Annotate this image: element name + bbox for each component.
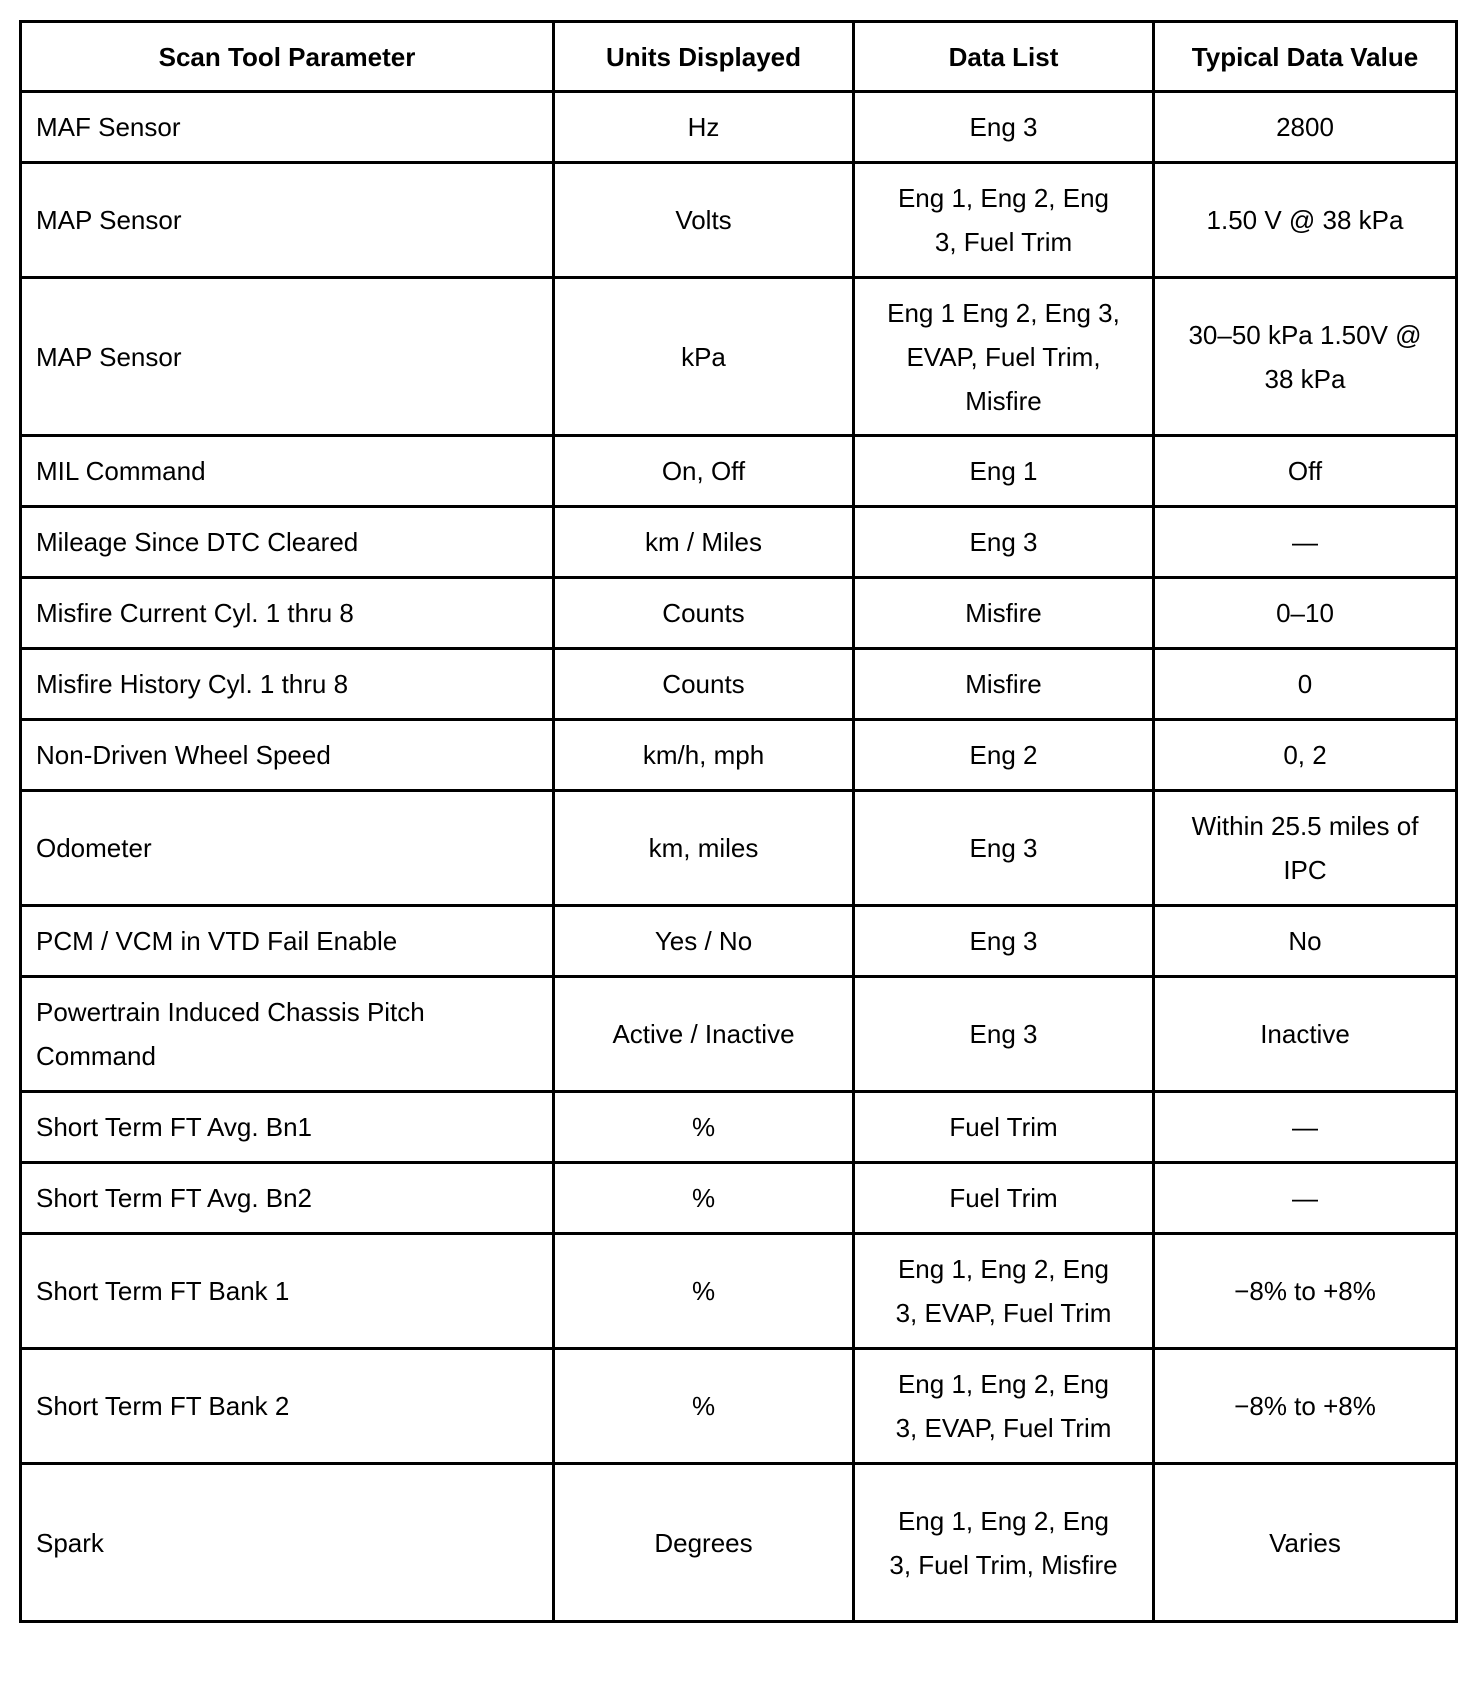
typical-value-cell: —: [1154, 507, 1457, 578]
header-typical-value: Typical Data Value: [1154, 22, 1457, 92]
units-cell: km/h, mph: [554, 720, 854, 791]
units-cell: Counts: [554, 649, 854, 720]
units-cell: %: [554, 1092, 854, 1163]
typical-value-cell: 30–50 kPa 1.50V @ 38 kPa: [1154, 278, 1457, 436]
scan-tool-data-table: [19, 20, 1458, 1623]
parameter-cell: MAP Sensor: [21, 163, 554, 278]
header-units: Units Displayed: [554, 22, 854, 92]
data-list-cell: Misfire: [854, 649, 1154, 720]
typical-value-cell: —: [1154, 1163, 1457, 1234]
table-row: [21, 436, 1457, 507]
data-list-cell: Eng 3: [854, 507, 1154, 578]
parameter-cell: Misfire History Cyl. 1 thru 8: [21, 649, 554, 720]
table-row: [21, 1234, 1457, 1349]
table-row: [21, 278, 1457, 436]
typical-value-cell: −8% to +8%: [1154, 1349, 1457, 1464]
typical-value-cell: Varies: [1154, 1464, 1457, 1622]
typical-value-cell: —: [1154, 1092, 1457, 1163]
units-cell: %: [554, 1349, 854, 1464]
parameter-cell: Non-Driven Wheel Speed: [21, 720, 554, 791]
table-row: [21, 1464, 1457, 1622]
units-cell: %: [554, 1163, 854, 1234]
data-list-cell: Eng 1, Eng 2, Eng 3, Fuel Trim: [854, 163, 1154, 278]
units-cell: km / Miles: [554, 507, 854, 578]
data-list-cell: Eng 1, Eng 2, Eng 3, Fuel Trim, Misfire: [854, 1464, 1154, 1622]
parameter-cell: Short Term FT Bank 1: [21, 1234, 554, 1349]
parameter-cell: Mileage Since DTC Cleared: [21, 507, 554, 578]
parameter-cell: MAF Sensor: [21, 92, 554, 163]
header-parameter: Scan Tool Parameter: [21, 22, 554, 92]
typical-value-cell: Within 25.5 miles of IPC: [1154, 791, 1457, 906]
parameter-cell: Short Term FT Avg. Bn1: [21, 1092, 554, 1163]
data-list-cell: Fuel Trim: [854, 1092, 1154, 1163]
table-row: [21, 163, 1457, 278]
typical-value-cell: 0, 2: [1154, 720, 1457, 791]
data-list-cell: Eng 3: [854, 791, 1154, 906]
units-cell: On, Off: [554, 436, 854, 507]
parameter-cell: Misfire Current Cyl. 1 thru 8: [21, 578, 554, 649]
data-list-cell: Fuel Trim: [854, 1163, 1154, 1234]
parameter-cell: MAP Sensor: [21, 278, 554, 436]
header-data-list: Data List: [854, 22, 1154, 92]
table-row: [21, 1349, 1457, 1464]
units-cell: km, miles: [554, 791, 854, 906]
parameter-cell: Spark: [21, 1464, 554, 1622]
table-row: [21, 507, 1457, 578]
data-list-cell: Eng 1, Eng 2, Eng 3, EVAP, Fuel Trim: [854, 1349, 1154, 1464]
typical-value-cell: Inactive: [1154, 977, 1457, 1092]
units-cell: Hz: [554, 92, 854, 163]
data-list-cell: Eng 3: [854, 92, 1154, 163]
parameter-cell: PCM / VCM in VTD Fail Enable: [21, 906, 554, 977]
typical-value-cell: 2800: [1154, 92, 1457, 163]
data-list-cell: Eng 3: [854, 906, 1154, 977]
units-cell: Yes / No: [554, 906, 854, 977]
units-cell: Degrees: [554, 1464, 854, 1622]
units-cell: %: [554, 1234, 854, 1349]
parameter-cell: Short Term FT Avg. Bn2: [21, 1163, 554, 1234]
header-row: [21, 22, 1457, 92]
typical-value-cell: 1.50 V @ 38 kPa: [1154, 163, 1457, 278]
typical-value-cell: −8% to +8%: [1154, 1234, 1457, 1349]
units-cell: Volts: [554, 163, 854, 278]
typical-value-cell: 0: [1154, 649, 1457, 720]
parameter-cell: Powertrain Induced Chassis Pitch Command: [21, 977, 554, 1092]
units-cell: kPa: [554, 278, 854, 436]
table-row: [21, 791, 1457, 906]
units-cell: Counts: [554, 578, 854, 649]
units-cell: Active / Inactive: [554, 977, 854, 1092]
typical-value-cell: No: [1154, 906, 1457, 977]
data-list-cell: Eng 1, Eng 2, Eng 3, EVAP, Fuel Trim: [854, 1234, 1154, 1349]
data-list-cell: Eng 3: [854, 977, 1154, 1092]
parameter-cell: Odometer: [21, 791, 554, 906]
table-row: [21, 649, 1457, 720]
table-row: [21, 1163, 1457, 1234]
data-list-cell: Misfire: [854, 578, 1154, 649]
parameter-cell: MIL Command: [21, 436, 554, 507]
table-row: [21, 1092, 1457, 1163]
data-list-cell: Eng 2: [854, 720, 1154, 791]
table-row: [21, 720, 1457, 791]
table-row: [21, 977, 1457, 1092]
data-list-cell: Eng 1: [854, 436, 1154, 507]
table-row: [21, 92, 1457, 163]
table-row: [21, 906, 1457, 977]
typical-value-cell: 0–10: [1154, 578, 1457, 649]
parameter-cell: Short Term FT Bank 2: [21, 1349, 554, 1464]
typical-value-cell: Off: [1154, 436, 1457, 507]
data-list-cell: Eng 1 Eng 2, Eng 3, EVAP, Fuel Trim, Misfire: [854, 278, 1154, 436]
table-row: [21, 578, 1457, 649]
